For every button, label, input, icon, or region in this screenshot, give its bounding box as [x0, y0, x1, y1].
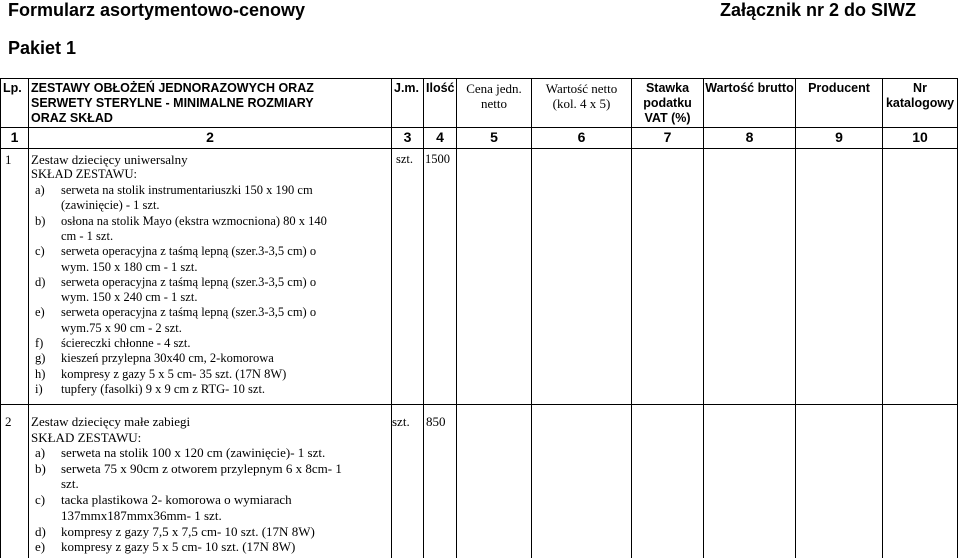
composition-item-label: c) — [35, 492, 46, 508]
composition-item-label: a) — [35, 445, 46, 460]
col-border — [795, 78, 796, 558]
col-header-price-line1: Cena jedn. — [466, 81, 522, 96]
composition-item-line — [35, 539, 295, 554]
header-separator — [0, 127, 958, 128]
composition-item-text: szt. — [61, 476, 79, 492]
col-number: 8 — [745, 129, 754, 145]
col-header-name-line1: ZESTAWY OBŁOŻEŃ JEDNORAZOWYCH ORAZ — [31, 81, 314, 95]
composition-item-text: kompresy z gazy 5 x 5 cm- 35 szt. (17N 8W) — [61, 366, 287, 381]
col-border — [882, 78, 883, 558]
composition-item-text: kompresy z gazy 7,5 x 7,5 cm- 10 szt. (17N 8W) — [61, 523, 315, 539]
col-border — [631, 78, 632, 558]
composition-item-label: a) — [35, 183, 45, 197]
col-header-name-line2: SERWETY STERYLNE - MINIMALNE ROZMIARY — [31, 96, 314, 110]
col-border — [423, 78, 424, 558]
col-border — [703, 78, 704, 558]
row-composition-label: SKŁAD ZESTAWU: — [31, 167, 137, 181]
col-number: 3 — [403, 129, 412, 145]
composition-item-line — [35, 476, 79, 491]
col-header-unit: J.m. — [394, 81, 420, 95]
composition-item-text: serweta na stolik 100 x 120 cm (zawinięcie)- 1 szt. — [61, 445, 326, 460]
col-header-name-line3: ORAZ SKŁAD — [31, 111, 113, 125]
col-border — [391, 78, 392, 558]
composition-item-line — [35, 183, 313, 198]
form-title: Formularz asortymentowo-cenowy — [8, 0, 306, 20]
col-number: 2 — [206, 129, 214, 145]
composition-item-text: tacka plastikowa 2- komorowa o wymiarach — [61, 492, 292, 508]
composition-item-label: e) — [35, 305, 45, 320]
row-qty: 850 — [426, 414, 446, 429]
col-border — [531, 78, 532, 558]
row-unit: szt. — [392, 414, 410, 429]
col-border — [957, 78, 958, 558]
composition-item-text: serweta operacyjna z taśmą lepną (szer.3-3,5 cm) o — [61, 274, 317, 289]
composition-item-text: ściereczki chłonne - 4 szt. — [61, 336, 191, 350]
table-border-top — [0, 78, 958, 79]
composition-item-line — [35, 275, 316, 290]
composition-item-label: e) — [35, 539, 46, 555]
row-separator — [0, 404, 958, 405]
col-header-qty: Ilość — [426, 81, 455, 95]
col-number: 9 — [835, 129, 843, 145]
row-lp: 1 — [5, 152, 12, 167]
col-header-vat-line3: VAT (%) — [644, 111, 691, 125]
column-number-separator — [0, 148, 958, 149]
composition-item-line — [35, 367, 286, 382]
col-number: 1 — [10, 129, 19, 145]
composition-item-label: g) — [35, 351, 46, 366]
composition-item-text: 137mmx187mmx36mm- 1 szt. — [61, 507, 222, 523]
row-qty: 1500 — [425, 152, 450, 166]
col-border — [0, 78, 1, 558]
col-header-catalog-line1: Nr — [913, 81, 927, 95]
col-header-producer: Producent — [808, 81, 870, 95]
composition-item-label: d) — [35, 523, 46, 539]
row-composition-label: SKŁAD ZESTAWU: — [31, 430, 142, 445]
composition-item-text: kompresy z gazy 5 x 5 cm- 10 szt. (17N 8W) — [61, 539, 296, 555]
composition-item-text: serweta 75 x 90cm z otworem przylepnym 6 x 8cm- 1 — [61, 460, 342, 476]
row-unit: szt. — [396, 152, 414, 166]
row-title: Zestaw dziecięcy uniwersalny — [31, 152, 188, 167]
composition-item-text: tupfery (fasolki) 9 x 9 cm z RTG- 10 szt. — [61, 381, 266, 396]
composition-item-line — [35, 445, 325, 460]
composition-item-label: c) — [35, 244, 45, 259]
col-border — [28, 78, 29, 558]
composition-item-line — [35, 321, 182, 336]
composition-item-text: osłona na stolik Mayo (ekstra wzmocniona) 80 x 140 — [61, 213, 327, 228]
col-header-price-line2: netto — [481, 96, 507, 111]
col-number: 5 — [490, 129, 498, 145]
col-border — [456, 78, 457, 558]
col-number: 6 — [577, 129, 586, 145]
composition-item-text: (zawinięcie) - 1 szt. — [61, 198, 160, 213]
row-lp: 2 — [5, 414, 12, 429]
composition-item-line — [35, 461, 342, 476]
composition-item-text: kieszeń przylepna 30x40 cm, 2-komorowa — [61, 351, 274, 366]
composition-item-line — [35, 244, 316, 259]
composition-item-text: serweta operacyjna z taśmą lepną (szer.3-3,5 cm) o — [61, 244, 317, 259]
col-number: 10 — [912, 129, 928, 145]
composition-item-label: d) — [35, 274, 46, 289]
col-header-lp: Lp. — [3, 81, 22, 95]
composition-item-label: b) — [35, 460, 46, 476]
col-number: 7 — [663, 129, 672, 145]
composition-item-label: h) — [35, 366, 46, 381]
composition-item-text: wym. 150 x 180 cm - 1 szt. — [61, 259, 198, 274]
composition-item-text: wym. 150 x 240 cm - 1 szt. — [61, 290, 198, 305]
col-header-net-line1: Wartość netto — [545, 81, 618, 96]
composition-item-line — [35, 524, 315, 539]
assortment-price-table — [0, 78, 958, 558]
composition-item-line — [35, 290, 197, 305]
composition-item-line — [35, 336, 190, 351]
composition-item-label: f) — [35, 336, 44, 350]
col-header-net-line2: (kol. 4 x 5) — [552, 96, 611, 111]
composition-item-line — [35, 229, 113, 244]
composition-item-text: serweta operacyjna z taśmą lepną (szer.3-3,5 cm) o — [61, 305, 317, 320]
col-header-catalog-line2: katalogowy — [885, 96, 955, 110]
composition-item-line — [35, 508, 222, 523]
composition-item-text: cm - 1 szt. — [61, 228, 114, 243]
col-number: 4 — [436, 129, 444, 145]
composition-item-label: i) — [35, 381, 43, 396]
composition-item-label: b) — [35, 213, 46, 228]
composition-item-line — [35, 260, 197, 275]
composition-item-line — [35, 305, 316, 320]
col-header-gross: Wartość brutto — [705, 81, 794, 95]
row-title: Zestaw dziecięcy małe zabiegi — [31, 414, 191, 429]
composition-item-text: wym.75 x 90 cm - 2 szt. — [61, 320, 182, 335]
package-title: Pakiet 1 — [8, 38, 77, 58]
annex-title: Załącznik nr 2 do SIWZ — [720, 0, 917, 20]
composition-item-line — [35, 214, 327, 229]
composition-item-line — [35, 351, 274, 366]
col-header-vat-line1: Stawka — [645, 81, 690, 95]
composition-item-line — [35, 198, 160, 213]
composition-item-line — [35, 382, 265, 397]
col-header-vat-line2: podatku — [643, 96, 692, 110]
composition-item-text: serweta na stolik instrumentariuszki 150 x 190 cm — [61, 183, 313, 197]
composition-item-line — [35, 492, 292, 507]
